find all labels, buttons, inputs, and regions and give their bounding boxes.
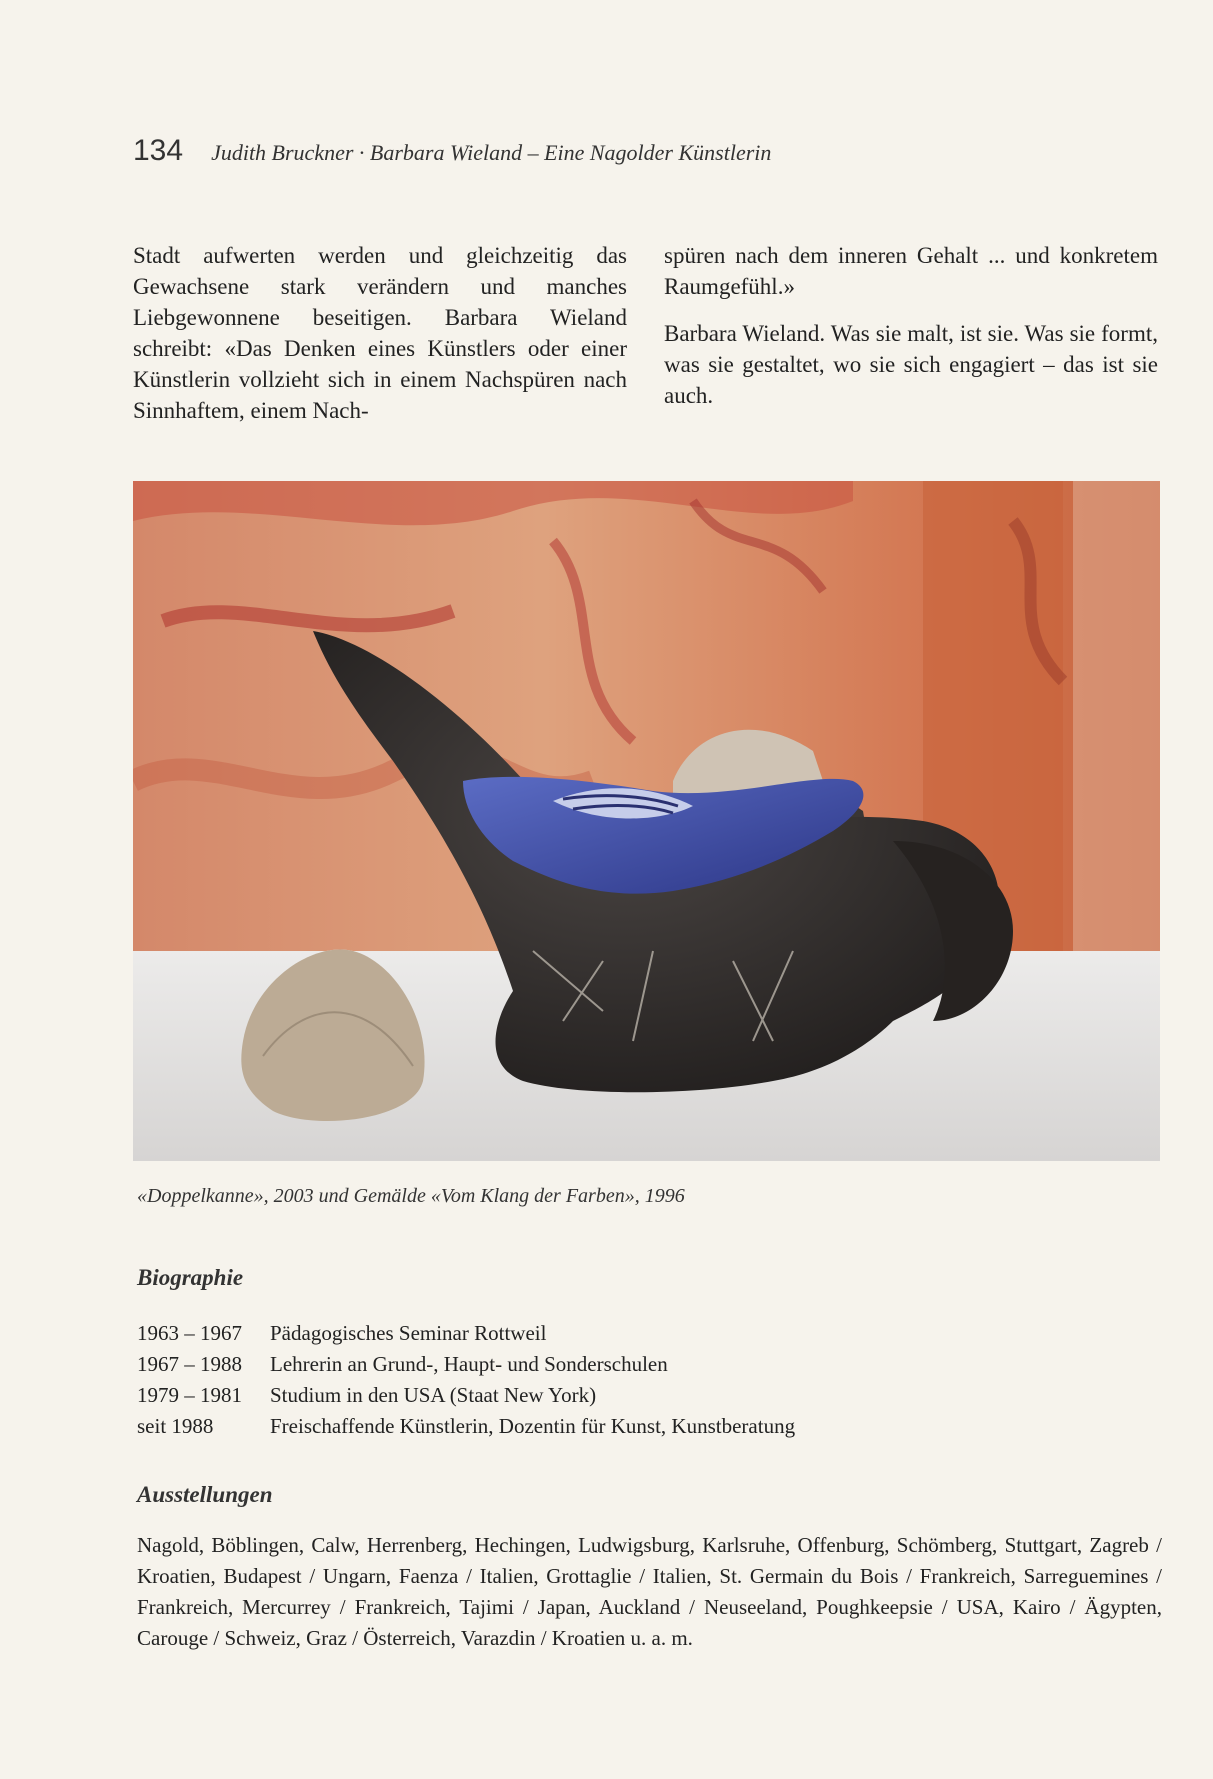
biography-years: seit 1988 <box>137 1414 214 1438</box>
left-paragraph: Stadt aufwerten werden und gleichzeitig das Gewachsene stark verändern und manches Liebgewonnene beseitigen. Barbara Wieland schreibt: «Das Denken eines Künstlers oder einer Künstlerin vollzieht sich in einem Nachspüren nach Sinnhaftem, einem Nach- <box>133 243 627 423</box>
right-paragraph: Barbara Wieland. Was sie malt, ist sie. Was sie formt, was sie gestaltet, wo sie sich engagiert – das ist sie auch. <box>664 321 1158 408</box>
biography-years: 1963 – 1967 <box>137 1321 242 1345</box>
figure-caption: «Doppelkanne», 2003 und Gemälde «Vom Klang der Farben», 1996 <box>137 1185 685 1207</box>
artwork-photo <box>133 481 1160 1161</box>
biography-entry <box>137 1411 795 1442</box>
biography-list <box>137 1318 795 1442</box>
left-column <box>133 240 627 442</box>
right-column <box>664 240 1158 427</box>
page-number: 134 <box>133 134 184 167</box>
biography-text: Lehrerin an Grund-, Haupt- und Sonderschulen <box>270 1352 668 1376</box>
biography-text: Pädagogisches Seminar Rottweil <box>270 1321 547 1345</box>
exhibitions-text: Nagold, Böblingen, Calw, Herrenberg, Hechingen, Ludwigsburg, Karlsruhe, Offenburg, Schömberg, Stuttgart, Zagreb / Kroatien, Budapest / Ungarn, Faenza / Italien, Grottaglie / Italien, St. Germain du Bois / Frankreich, Sarreguemines / Frankreich, Mercurrey / Frankreich, Tajimi / Japan, Auckland / Neuseeland, Poughkeepsie / USA, Kairo / Ägypten, Carouge / Schweiz, Graz / Österreich, Varazdin / Kroatien u. a. m. <box>137 1533 1162 1650</box>
biography-entry <box>137 1349 795 1380</box>
biography-years: 1979 – 1981 <box>137 1383 242 1407</box>
biography-text: Studium in den USA (Staat New York) <box>270 1383 597 1407</box>
artwork-photo-image <box>133 481 1160 1161</box>
biography-entry <box>137 1380 795 1411</box>
biography-years: 1967 – 1988 <box>137 1352 242 1376</box>
page-header <box>133 134 771 168</box>
exhibitions-heading: Ausstellungen <box>137 1482 273 1507</box>
biography-heading: Biographie <box>137 1265 244 1290</box>
biography-text: Freischaffende Künstlerin, Dozentin für Kunst, Kunstberatung <box>270 1414 796 1438</box>
right-continuation: spüren nach dem inneren Gehalt ... und konkretem Raumgefühl.» <box>664 243 1158 299</box>
biography-entry <box>137 1318 795 1349</box>
running-title: Judith Bruckner · Barbara Wieland – Eine Nagolder Künstlerin <box>211 140 772 165</box>
